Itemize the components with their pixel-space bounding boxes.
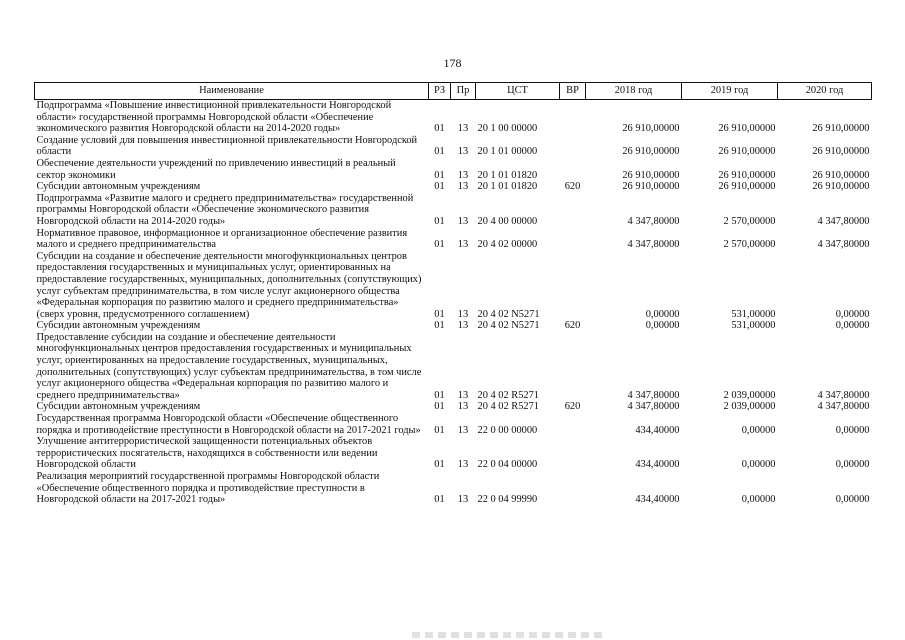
row-cst: 20 4 02 R5271 [477, 401, 539, 413]
row-rz: 01 [434, 494, 445, 506]
row-name: Субсидии автономным учреждениям [36, 320, 201, 332]
row-name: Подпрограмма «Повышение инвестиционной привлекательности Новгородской области» государственной программы Новгородской области «Обеспечение экономического развития Новгородской области на 2014-2020 годы» [36, 100, 392, 135]
row-2019: 26 910,00000 [718, 181, 776, 193]
row-pr: 13 [457, 494, 469, 506]
row-2018: 4 347,80000 [627, 401, 680, 413]
row-vr [560, 251, 586, 321]
row-name: Улучшение антитеррористической защищенности потенциальных объектов террористических посягательств, находящихся в собственности или ведении Новгородской области [36, 436, 378, 471]
row-2018: 434,40000 [635, 424, 680, 436]
row-cst: 20 4 02 00000 [477, 239, 538, 251]
header-2020: 2020 год [778, 83, 872, 100]
row-2018: 26 910,00000 [622, 169, 680, 181]
row-2018: 0,00000 [645, 320, 680, 332]
row-cst: 22 0 04 99990 [477, 494, 538, 506]
table-row [35, 471, 872, 506]
header-2018: 2018 год [586, 83, 682, 100]
row-vr: 620 [564, 320, 581, 332]
row-cst: 20 4 02 N5271 [477, 320, 540, 332]
row-2018: 4 347,80000 [627, 239, 680, 251]
row-vr [560, 228, 586, 251]
row-2020: 26 910,00000 [812, 146, 870, 158]
table-row [35, 228, 872, 251]
row-2019: 2 039,00000 [723, 401, 776, 413]
row-2018: 0,00000 [645, 308, 680, 320]
row-vr [560, 135, 586, 158]
table-row [35, 193, 872, 228]
row-rz: 01 [434, 146, 445, 158]
row-2019: 26 910,00000 [718, 169, 776, 181]
row-pr: 13 [457, 169, 469, 181]
row-vr: 620 [564, 401, 581, 413]
table-row [35, 135, 872, 158]
row-2018: 4 347,80000 [627, 215, 680, 227]
row-2020: 0,00000 [835, 424, 870, 436]
row-2019: 2 570,00000 [723, 215, 776, 227]
row-rz: 01 [434, 424, 445, 436]
row-cst: 20 4 02 N5271 [477, 308, 540, 320]
row-2019: 0,00000 [741, 494, 776, 506]
row-2019: 26 910,00000 [718, 123, 776, 135]
row-pr: 13 [457, 459, 469, 471]
row-name: Субсидии на создание и обеспечение деятельности многофункциональных центров предоставления государственных и муниципальных услуг, ориентированных на предоставление государственных, муниципальных, дополнительных (сопутствующих) услуг субъектам предпринимательства, в том числе услуг акционерного общества «Федеральная корпорация по развитию малого и среднего предпринимательства» (сверх уровня, предусмотренного соглашением) [36, 250, 422, 320]
row-rz: 01 [434, 215, 445, 227]
row-2020: 0,00000 [835, 494, 870, 506]
row-cst: 20 1 00 00000 [477, 123, 538, 135]
row-pr: 13 [457, 123, 469, 135]
row-2020: 0,00000 [835, 308, 870, 320]
row-2019: 2 570,00000 [723, 239, 776, 251]
row-vr: 620 [564, 181, 581, 193]
table-row [35, 332, 872, 402]
row-pr: 13 [457, 181, 469, 193]
row-2020: 4 347,80000 [817, 389, 870, 401]
row-2019: 531,00000 [731, 308, 776, 320]
row-2018: 434,40000 [635, 459, 680, 471]
scan-artifact [412, 632, 602, 638]
row-cst: 22 0 00 00000 [477, 424, 538, 436]
row-2018: 26 910,00000 [622, 181, 680, 193]
table-row [35, 251, 872, 321]
table-row [35, 436, 872, 471]
row-name: Нормативное правовое, информационное и организационное обеспечение развития малого и среднего предпринимательства [36, 227, 408, 251]
row-cst: 20 1 01 00000 [477, 146, 538, 158]
row-name: Реализация мероприятий государственной программы Новгородской области «Обеспечение общественного порядка и противодействие преступности в Новгородской области на 2017-2021 годы» [36, 471, 380, 506]
row-vr [560, 332, 586, 402]
row-rz: 01 [434, 401, 445, 413]
row-2019: 26 910,00000 [718, 146, 776, 158]
row-pr: 13 [457, 401, 469, 413]
row-pr: 13 [457, 389, 469, 401]
header-rz: РЗ [429, 83, 451, 100]
row-name: Субсидии автономным учреждениям [36, 401, 201, 413]
row-vr [560, 193, 586, 228]
table-row [35, 181, 872, 193]
header-vr: ВР [560, 83, 586, 100]
table-row [35, 158, 872, 181]
header-name: Наименование [35, 83, 429, 100]
row-2019: 2 039,00000 [723, 389, 776, 401]
row-rz: 01 [434, 181, 445, 193]
row-rz: 01 [434, 320, 445, 332]
row-rz: 01 [434, 459, 445, 471]
row-name: Создание условий для повышения инвестиционной привлекательности Новгородской области [36, 134, 418, 158]
row-pr: 13 [457, 320, 469, 332]
row-cst: 20 4 00 00000 [477, 215, 538, 227]
row-2018: 26 910,00000 [622, 123, 680, 135]
row-2020: 0,00000 [835, 459, 870, 471]
row-pr: 13 [457, 215, 469, 227]
row-cst: 20 1 01 01820 [477, 169, 538, 181]
table-row [35, 413, 872, 436]
row-2018: 26 910,00000 [622, 146, 680, 158]
row-2018: 434,40000 [635, 494, 680, 506]
row-2019: 531,00000 [731, 320, 776, 332]
table-row [35, 401, 872, 413]
row-name: Субсидии автономным учреждениям [36, 181, 201, 193]
row-rz: 01 [434, 169, 445, 181]
row-vr [560, 413, 586, 436]
row-rz: 01 [434, 239, 445, 251]
row-rz: 01 [434, 308, 445, 320]
row-name: Государственная программа Новгородской области «Обеспечение общественного порядка и противодействие преступности в Новгородской области на 2017-2021 годы» [36, 413, 421, 436]
row-2019: 0,00000 [741, 459, 776, 471]
header-pr: Пр [451, 83, 476, 100]
row-pr: 13 [457, 308, 469, 320]
row-vr [560, 100, 586, 135]
row-rz: 01 [434, 389, 445, 401]
row-rz: 01 [434, 123, 445, 135]
row-2019: 0,00000 [741, 424, 776, 436]
row-name: Подпрограмма «Развитие малого и среднего предпринимательства» государственной программы Новгородской области «Обеспечение экономического развития Новгородской области на 2014-2020 годы» [36, 192, 414, 227]
row-cst: 22 0 04 00000 [477, 459, 538, 471]
table-row [35, 320, 872, 332]
row-pr: 13 [457, 239, 469, 251]
budget-table [34, 82, 872, 506]
row-2018: 4 347,80000 [627, 389, 680, 401]
row-cst: 20 1 01 01820 [477, 181, 538, 193]
page-number: 178 [443, 56, 462, 70]
table-row [35, 100, 872, 135]
row-2020: 26 910,00000 [812, 169, 870, 181]
row-vr [560, 158, 586, 181]
row-pr: 13 [457, 146, 469, 158]
row-name: Обеспечение деятельности учреждений по привлечению инвестиций в реальный сектор экономики [36, 157, 396, 181]
row-vr [560, 436, 586, 471]
row-2020: 4 347,80000 [817, 401, 870, 413]
row-vr [560, 471, 586, 506]
row-pr: 13 [457, 424, 469, 436]
header-2019: 2019 год [682, 83, 778, 100]
row-cst: 20 4 02 R5271 [477, 389, 539, 401]
row-2020: 26 910,00000 [812, 123, 870, 135]
row-2020: 4 347,80000 [817, 215, 870, 227]
row-name: Предоставление субсидии на создание и обеспечение деятельности многофункциональных центров предоставления государственных и муниципальных услуг, ориентированных на предоставление государственных, муниципальных, дополнительных (сопутствующих) услуг субъектам предпринимательства, в том числе услуг акционерного общества «Федеральная корпорация по развитию малого и среднего предпринимательства» [36, 331, 422, 401]
row-2020: 4 347,80000 [817, 239, 870, 251]
row-2020: 26 910,00000 [812, 181, 870, 193]
header-cst: ЦСТ [476, 83, 560, 100]
row-2020: 0,00000 [835, 320, 870, 332]
table-header-row [35, 83, 872, 100]
